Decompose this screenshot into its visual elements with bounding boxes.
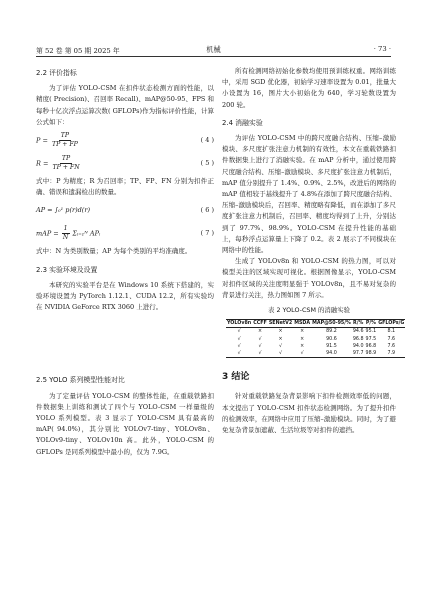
section-heading-environment: 2.3 实验环境及设置	[36, 265, 98, 274]
eq4-fraction	[50, 132, 80, 149]
table-cell: 97.7	[352, 351, 364, 357]
table-cell: ×	[258, 329, 263, 335]
column-header: MAP@50-95/%	[312, 321, 351, 327]
column-header: MSDA	[294, 321, 311, 327]
table-cell: 7.6	[387, 336, 396, 342]
table-cell: √	[278, 351, 283, 357]
table-cell: ×	[278, 329, 283, 335]
section-heading-conclusion: 3 结论	[222, 372, 250, 383]
table-cell: 7.6	[387, 343, 396, 349]
eq5-number: ( 5 )	[200, 158, 214, 167]
eq4-number: ( 4 )	[200, 135, 214, 144]
header-rule	[36, 56, 391, 57]
table-cell: 94.0	[326, 351, 337, 357]
table-cell: 94.0	[352, 343, 364, 349]
left-column	[36, 66, 214, 458]
eq5-lhs: R =	[36, 159, 49, 168]
column-header: CCFF	[253, 321, 267, 327]
table-cell: √	[237, 351, 241, 357]
eq7-number: ( 7 )	[200, 229, 214, 238]
table-row	[226, 336, 405, 343]
section-heading-metrics: 2.2 评价指标	[36, 69, 77, 77]
eq6-expression: AP = ∫₀¹ p(r)d(r)	[36, 206, 90, 215]
table-cell: √	[237, 336, 241, 342]
eq4-denominator: TP + FP	[51, 141, 78, 149]
eq5-denominator: TP + FN	[52, 164, 80, 172]
eq5-numerator: TP	[61, 155, 71, 163]
eq7-lhs: mAP =	[36, 229, 59, 238]
table-cell: 90.6	[326, 336, 337, 342]
paragraph-metrics: 为了评估 YOLO-CSM 在扣件状态检测方面的性能，以精度( Precision)、召回率 Recall)、mAP@50-95、FPS 和每秒十亿次浮点运算次数( GFLOPs)作为指标评价性能，计算公式如下：	[36, 84, 214, 126]
column-header: YOLOv8n	[227, 321, 252, 327]
table-cell: 97.5	[365, 336, 377, 342]
table-cell: √	[258, 343, 262, 349]
table-cell: ×	[278, 336, 283, 342]
section-heading-compare: 2.5 YOLO 系列模型性能对比	[36, 376, 125, 385]
table-cell: 96.8	[352, 336, 364, 342]
equation-7	[36, 223, 214, 244]
table-cell: ×	[300, 336, 305, 342]
paragraph-init: 所有检测网络初始化参数均使用预训练权重。网络训练中，采用 SGD 优化器，初始学习速率设置为 0.01，批量大小设置为 16，图片大小初始化为 640，学习轮数设置为 200 轮。	[222, 67, 396, 109]
column-header: R/%	[353, 321, 364, 327]
eq5-fraction	[51, 155, 82, 172]
eq4-lhs: P =	[36, 136, 48, 145]
paragraph-eq-note: 式中：P 为精度；R 为召回率；TP、FP、FN 分别为扣件正确、错误和遗漏检出的数量。	[36, 177, 214, 197]
table-cell: √	[258, 336, 262, 342]
column-header: GFLOPs/G	[378, 321, 405, 327]
table-cell: ×	[300, 343, 305, 349]
issue-info: 第 52 卷 第 05 期 2025 年	[36, 47, 120, 55]
equation-6	[36, 200, 214, 221]
table-cell: 89.2	[326, 329, 337, 335]
paragraph-ablation-2: 生成了 YOLOv8n 和 YOLO-CSM 的热力图，可以对模型关注的区域实现可视化。根据图像显示，YOLO-CSM 对扣件区域的关注度明显强于 YOLOv8n，且不易对复杂的背景进行关注，热力图如图 7 所示。	[222, 257, 396, 299]
table-cell: 8.1	[387, 329, 396, 335]
eq7-numerator: 1	[63, 225, 68, 233]
table-cell: 98.9	[365, 351, 377, 357]
eq6-number: ( 6 )	[200, 206, 214, 215]
paragraph-eq7-note: 式中：N 为类别数量；AP 为每个类别的平均准确度。	[36, 247, 192, 256]
table-cell: √	[237, 343, 241, 349]
table-row	[226, 350, 405, 358]
page-number: · 73 ·	[373, 45, 391, 53]
equation-5	[36, 153, 214, 174]
table-cell: √	[300, 351, 304, 357]
table-cell: ×	[300, 329, 305, 335]
table-cell: 96.8	[365, 343, 377, 349]
table-cell: √	[278, 343, 283, 349]
paragraph-conclusion: 针对重载铁路复杂背景影响下扣件检测效率低的问题，本文提出了 YOLO-CSM 扣件状态检测网络。为了提升扣件的检测效率，在网络中应用了压缩–激励模块。同时，为了避免复杂背景加遮蔽、生活垃圾等对扣件的遮挡。	[222, 392, 396, 435]
table-cell: 95.1	[365, 329, 377, 335]
paragraph-ablation-1: 为评估 YOLO-CSM 中的跨尺度融合结构、压缩–激励模块、多尺度扩张注意力机制的有效性，本文在重载铁路扣件数据集上进行了消融实验。在 mAP 分析中，通过使用跨尺度融合结构、压缩–激励模块、多尺度扩张注意力机制后，mAP 值分别提升了 1.4%、0.9%、2.5%，改进后的网络的 mAP 值相较于基线提升了 4.8%在添加了跨尺度融合结构、压缩–激励模块后，召回率、精度略有降低，而在添加了多尺度扩张注意力机制后，召回率、精度均得到了上升，分别达到了 97.7%、98.9%。YOLO-CSM 在提升性能的基础上，每秒浮点运算量上下降了 0.2。表 2 展示了不同模块在网络中的性能。	[222, 134, 396, 255]
equation-4	[36, 130, 214, 151]
table-cell: √	[237, 329, 241, 335]
eq7-denominator: N	[62, 234, 69, 242]
eq7-sum: Σᵢ₌₁ᴺ APᵢ	[72, 229, 101, 238]
right-column	[222, 66, 405, 436]
paragraph-environment: 本研究的实验平台是在 Windows 10 系统下搭建的，实验环境设置为 PyTorch 1.12.1、CUDA 12.2，所有实验均在 NVIDIA GeForce RTX 3060 上进行。	[36, 280, 214, 312]
paragraph-compare: 为了定量评估 YOLO-CSM 的整体性能，在重载铁路扣件数据集上训练和测试了四个与 YOLO-CSM 一样量级的 YOLO 系列模型。表 3 显示了 YOLO-CSM 具有最高的 mAP( 94.0%)，其分别比 YOLOv7-tiny、YOLOv8n、YOLOv9-tiny、YOLOv10n 高。此外，YOLO-CSM 的 GFLOPs 是同系列模型中最小的，仅为 7.9G。	[36, 391, 214, 456]
table-cell: √	[258, 351, 262, 357]
ablation-table	[226, 319, 405, 358]
eq7-fraction	[61, 225, 70, 242]
table-cell: 7.9	[387, 351, 396, 357]
journal-name: 机械	[206, 45, 221, 54]
table-cell: 91.5	[326, 343, 337, 349]
column-header: P/%	[365, 321, 376, 327]
table-caption: 表 2 YOLO-CSM 的消融实验	[268, 306, 350, 315]
eq4-numerator: TP	[60, 132, 70, 140]
table-row	[226, 343, 405, 350]
column-header: SENetV2	[268, 321, 293, 327]
section-heading-ablation: 2.4 消融实验	[222, 118, 263, 127]
table-header-row	[226, 320, 405, 328]
table-cell: 94.6	[352, 329, 364, 335]
table-row	[226, 328, 405, 336]
